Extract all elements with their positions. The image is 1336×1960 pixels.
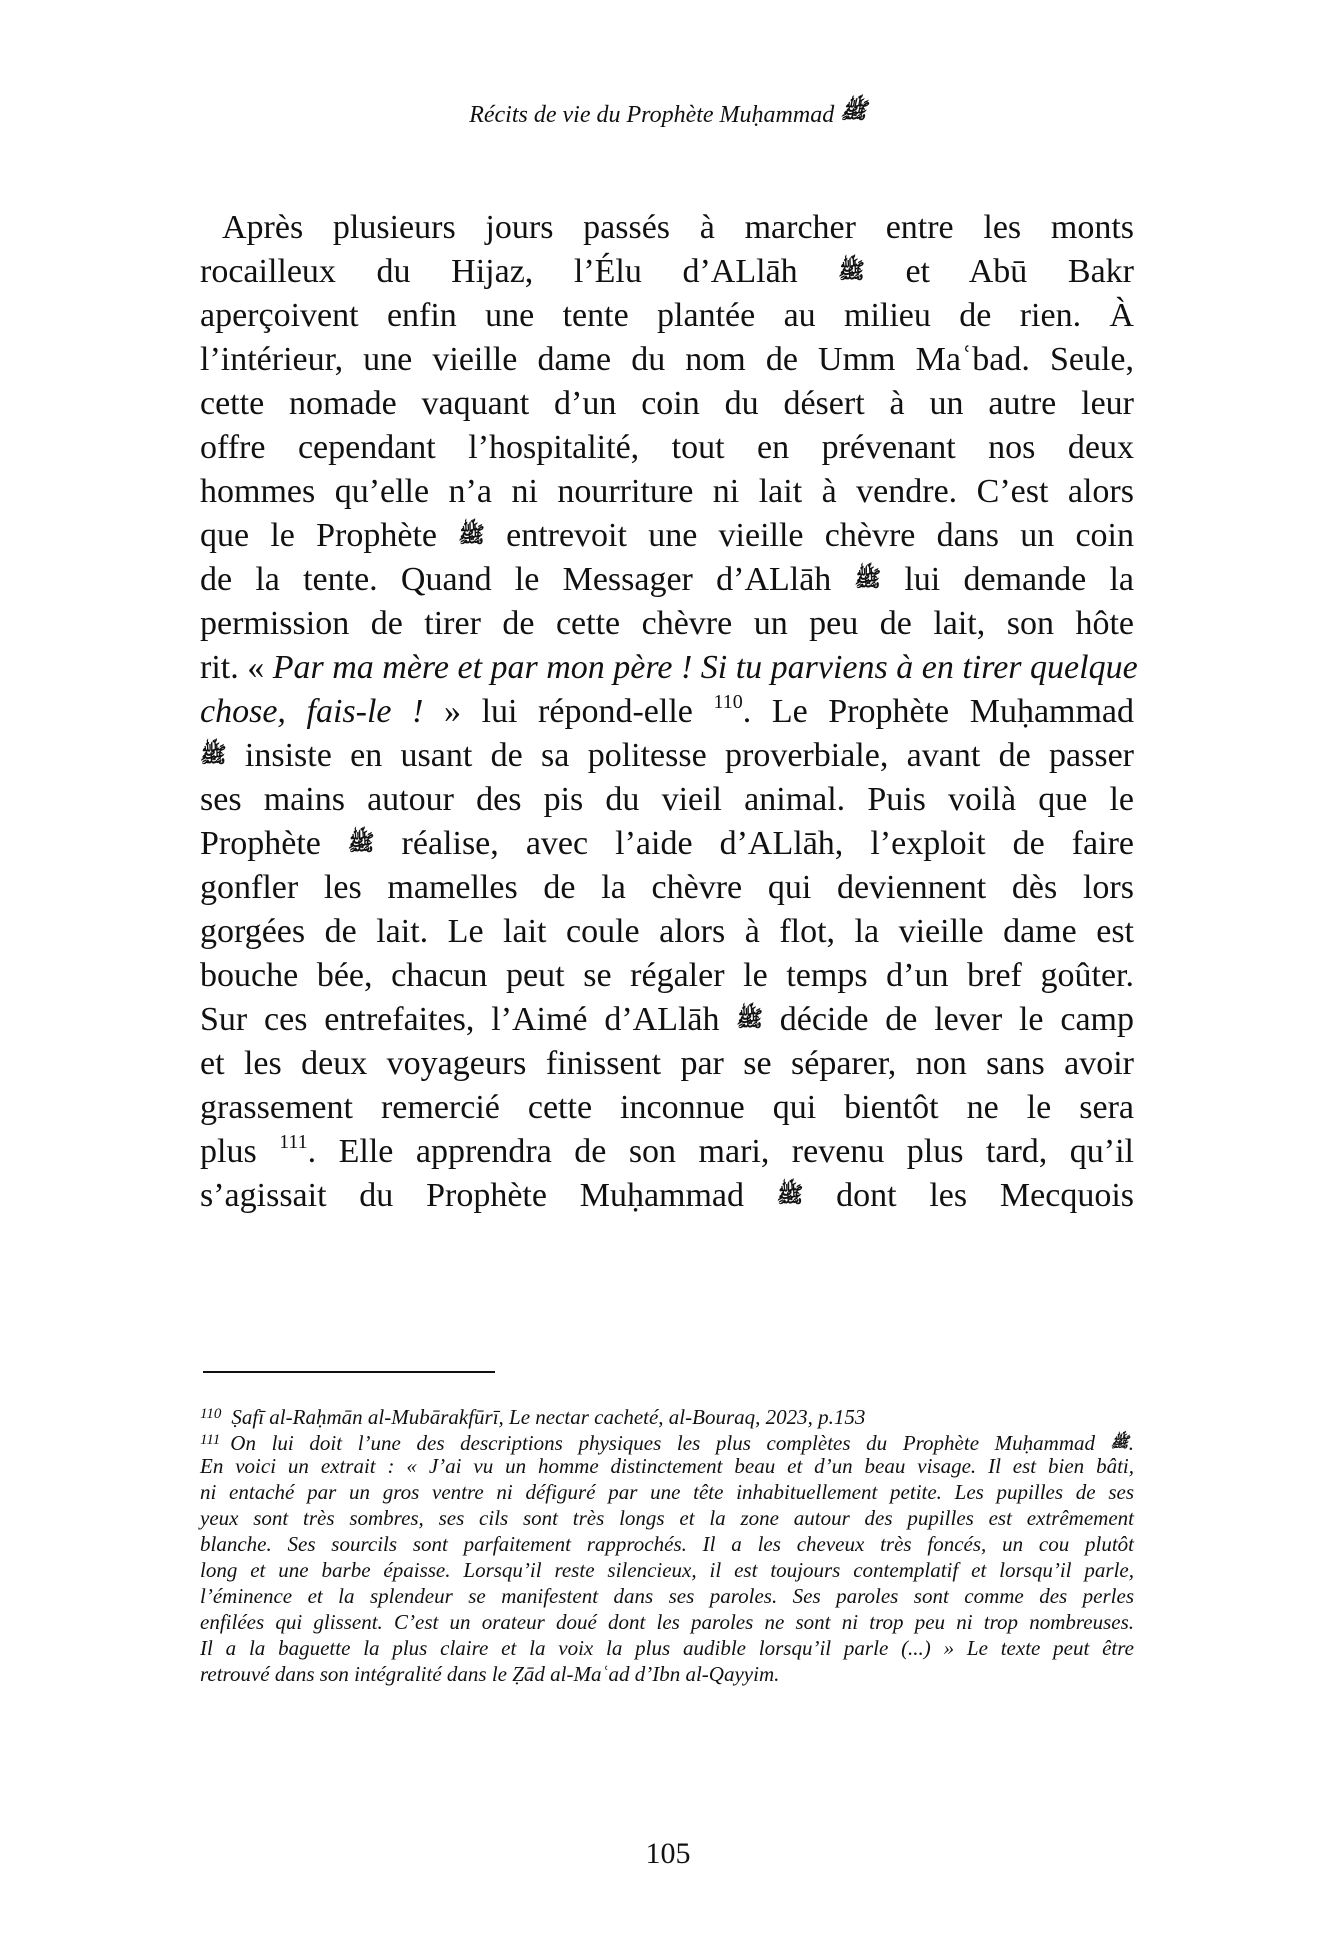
text-run: décide de lever le camp [762, 1001, 1134, 1038]
text-line [200, 646, 1138, 690]
text-line [200, 294, 1134, 338]
footnote-line [200, 1479, 1134, 1505]
text-run: réalise, avec l’aide d’ALlāh, l’exploit de faire [374, 825, 1134, 862]
honorific-seal-icon: ﷺ [776, 1183, 804, 1208]
text-line [200, 1042, 1134, 1086]
text-run: offre cependant l’hospitalité, tout en prévenant nos deux [200, 429, 1134, 466]
text-run: . [1128, 1431, 1134, 1455]
italic-quote-text: chose, fais-le ! [200, 693, 424, 730]
honorific-seal-icon: ﷺ [854, 567, 882, 592]
text-line [200, 910, 1134, 954]
text-line [200, 778, 1134, 822]
text-line [200, 382, 1134, 426]
footnote-line [200, 1661, 1134, 1687]
text-run: yeux sont très sombres, ses cils sont très longs et la zone autour des pupilles est extrêmement [200, 1506, 1134, 1530]
text-run: dont les Mecquois [803, 1177, 1134, 1214]
text-run: . Le Prophète Muḥammad [742, 693, 1135, 730]
footnote-line [200, 1505, 1134, 1531]
text-run: Il a la baguette la plus claire et la voix la plus audible lorsqu’il parle (...) » Le texte peut être [200, 1636, 1134, 1660]
text-run: et Abū Bakr [864, 253, 1134, 290]
text-line [200, 338, 1134, 382]
text-line [200, 558, 1134, 602]
footnote-separator [203, 1371, 495, 1373]
text-run: En voici un extrait : « J’ai vu un homme distinctement beau et d’un beau visage. Il est bien bâti, [200, 1454, 1134, 1478]
text-line [200, 690, 1134, 734]
footnote-number: 111 [200, 1432, 221, 1448]
text-run: l’intérieur, une vieille dame du nom de Umm Maʿbad. Seule, [200, 341, 1134, 378]
text-run: l’éminence et la splendeur se manifestent dans ses paroles. Ses paroles sont comme des perles [200, 1584, 1134, 1608]
text-line [200, 602, 1134, 646]
text-run: Sur ces entrefaites, l’Aimé d’ALlāh [200, 1001, 737, 1038]
honorific-seal-icon: ﷺ [200, 743, 227, 768]
text-line [200, 734, 1134, 778]
footnote-reference[interactable]: 110 [713, 691, 743, 713]
footnote-line [200, 1609, 1134, 1635]
footnote-line [200, 1583, 1134, 1609]
honorific-seal-icon: ﷺ [736, 1007, 763, 1032]
text-run: et les deux voyageurs finissent par se séparer, non sans avoir [200, 1045, 1134, 1082]
text-line [200, 1174, 1134, 1218]
honorific-seal-icon: ﷺ [1110, 1433, 1129, 1451]
text-run: Ṣafī al-Raḥmān al-Mubārakfūrī, Le nectar cacheté, al-Bouraq, 2023, p.153 [231, 1405, 866, 1429]
text-run: On lui doit l’une des descriptions physiques les plus complètes du Prophète Muḥammad [230, 1431, 1111, 1455]
text-line [200, 206, 1134, 250]
running-head-title: Récits de vie du Prophète Muḥammad [469, 102, 835, 128]
text-run: . Elle apprendra de son mari, revenu plus tard, qu’il [307, 1133, 1134, 1170]
text-run: aperçoivent enfin une tente plantée au milieu de rien. À [200, 297, 1134, 334]
text-line [200, 426, 1134, 470]
text-run: long et une barbe épaisse. Lorsqu’il reste silencieux, il est toujours contemplatif et lorsqu’il parle, [200, 1558, 1134, 1582]
text-run: rit. « [200, 649, 273, 686]
running-head [0, 100, 1336, 130]
footnote-line [200, 1635, 1134, 1661]
honorific-seal-icon: ﷺ [458, 523, 485, 548]
footnote-line [200, 1531, 1134, 1557]
text-run: cette nomade vaquant d’un coin du désert à un autre leur [200, 385, 1134, 422]
text-run: gorgées de lait. Le lait coule alors à flot, la vieille dame est [200, 913, 1134, 950]
text-run: plus [200, 1133, 280, 1170]
text-line [200, 250, 1134, 294]
footnote-line [200, 1427, 1134, 1453]
footnote-number: 110 [200, 1406, 222, 1422]
text-line [200, 822, 1134, 866]
text-run: Après plusieurs jours passés à marcher entre les monts [222, 209, 1134, 246]
footnote-reference[interactable]: 111 [279, 1131, 308, 1153]
text-line [200, 1130, 1134, 1174]
text-run: ses mains autour des pis du vieil animal. Puis voilà que le [200, 781, 1134, 818]
text-run: insiste en usant de sa politesse proverbiale, avant de passer [226, 737, 1134, 774]
text-run: de la tente. Quand le Messager d’ALlāh [200, 561, 855, 598]
text-run: hommes qu’elle n’a ni nourriture ni lait à vendre. C’est alors [200, 473, 1134, 510]
text-run: retrouvé dans son intégralité dans le Ẓād al-Maʿad d’Ibn al-Qayyim. [200, 1662, 780, 1686]
text-run: permission de tirer de cette chèvre un peu de lait, son hôte [200, 605, 1134, 642]
honorific-seal-icon: ﷺ [347, 831, 375, 856]
text-run: grassement remercié cette inconnue qui bientôt ne le sera [200, 1089, 1134, 1126]
text-run: blanche. Ses sourcils sont parfaitement rapprochés. Il a les cheveux très foncés, un cou plutôt [200, 1532, 1134, 1556]
text-run: bouche bée, chacun peut se régaler le temps d’un bref goûter. [200, 957, 1134, 994]
text-line [200, 514, 1134, 558]
text-run: entrevoit une vieille chèvre dans un coin [484, 517, 1134, 554]
text-run: s’agissait du Prophète Muḥammad [200, 1177, 777, 1214]
text-line [200, 998, 1134, 1042]
footnotes [200, 1401, 1134, 1687]
text-run: » lui répond-elle [423, 693, 714, 730]
footnote-line [200, 1557, 1134, 1583]
text-line [200, 1086, 1134, 1130]
text-run: enfilées qui glissent. C’est un orateur doué dont les paroles ne sont ni trop peu ni trop nombreuses. [200, 1610, 1134, 1634]
text-line [200, 866, 1134, 910]
italic-quote-text: Par ma mère et par mon père ! Si tu parviens à en tirer quelque [272, 649, 1138, 686]
text-run: rocailleux du Hijaz, l’Élu d’ALlāh [200, 253, 839, 290]
footnote-line [200, 1453, 1134, 1479]
text-line [200, 954, 1134, 998]
page-number: 105 [645, 1837, 691, 1870]
text-run: ni entaché par un gros ventre ni défiguré par une tête inhabituellement petite. Les pupilles de ses [200, 1480, 1134, 1504]
text-run: Prophète [200, 825, 348, 862]
text-run: lui demande la [881, 561, 1134, 598]
text-line [200, 470, 1134, 514]
text-run: gonfler les mamelles de la chèvre qui deviennent dès lors [200, 869, 1134, 906]
main-text-paragraph [200, 206, 1138, 1218]
text-run: que le Prophète [200, 517, 459, 554]
footnote-line [200, 1401, 1134, 1427]
honorific-seal-icon: ﷺ [838, 259, 865, 284]
honorific-seal-icon: ﷺ [840, 99, 867, 124]
